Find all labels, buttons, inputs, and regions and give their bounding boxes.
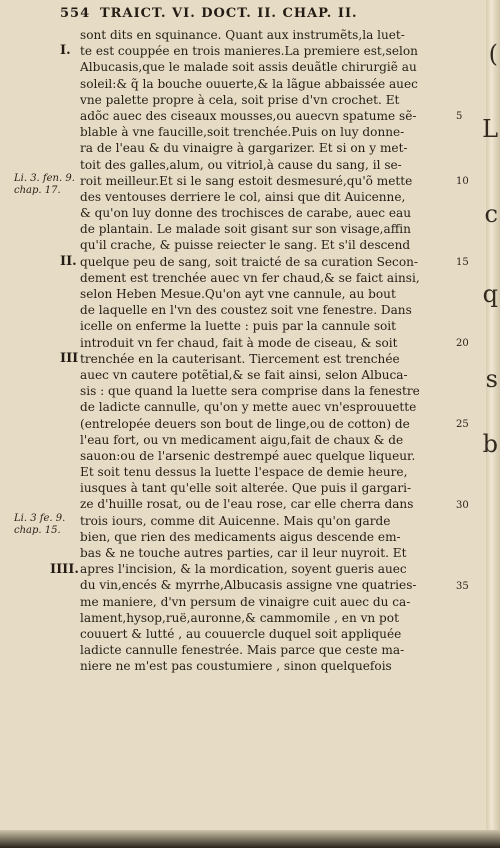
neighbor-letter: q <box>482 280 498 308</box>
text-line: sis : que quand la luette sera comprise dans la fenestre <box>80 384 420 399</box>
side-note-line: Li. 3. fen. 9. <box>14 172 75 184</box>
section-marker: III <box>60 351 79 366</box>
neighbor-letter: s <box>485 365 498 393</box>
text-line: bien, que rien des medicaments aigus descende em- <box>80 529 401 544</box>
text-line: du vin,encés & myrrhe,Albucasis assigne vne quatries- <box>80 578 417 593</box>
text-line: Albucasis,que le malade soit assis deuãtle chirurgiẽ au <box>80 60 417 75</box>
line-number: 10 <box>456 175 469 187</box>
text-line: adõc auec des ciseaux mousses,ou auecvn spatume sẽ- <box>80 108 417 123</box>
text-line: apres l'incision, & la mordication, soyent gueris auec <box>80 562 407 577</box>
text-line: trenchée en la cauterisant. Tiercement est trenchée <box>80 351 400 366</box>
page-number: 554 <box>60 5 91 21</box>
page-header <box>60 3 460 23</box>
text-line: couuert & lutté , au couuercle duquel soit appliquée <box>80 626 402 641</box>
text-line: ra de l'eau & du vinaigre à gargarizer. Et si on y met- <box>80 141 408 156</box>
side-note <box>14 173 75 197</box>
text-line: Et soit tenu dessus la luette l'espace de demie heure, <box>80 465 408 480</box>
text-line: & qu'on luy donne des trochisces de carabe, auec eau <box>80 206 412 221</box>
text-line: auec vn cautere potẽtial,& se fait ainsi, selon Albuca- <box>80 367 408 382</box>
neighbor-letter: c <box>484 200 498 228</box>
text-line: roit meilleur.Et si le sang estoit desmesuré,qu'õ mette <box>80 173 413 188</box>
text-line: trois iours, comme dit Auicenne. Mais qu'on garde <box>80 513 391 528</box>
text-line: de ladicte cannulle, qu'on y mette auec vn'esprouuette <box>80 400 417 415</box>
section-marker: I. <box>60 43 71 59</box>
text-line: bas & ne touche autres parties, car il leur nuyroit. Et <box>80 546 407 560</box>
neighbor-letter: L <box>482 115 498 143</box>
text-line: selon Heben Mesue.Qu'on ayt vne cannule, au bout <box>80 287 396 301</box>
side-note-line: Li. 3 fe. 9. <box>14 513 66 524</box>
text-line: lament,hysop,ruë,auronne,& cammomile , en vn pot <box>80 610 399 625</box>
line-number: 35 <box>456 580 469 592</box>
running-title: TRAICT. VI. DOCT. II. CHAP. II. <box>100 5 358 21</box>
text-line: l'eau fort, ou vn medicament aigu,fait de chaux & de <box>80 432 404 447</box>
line-number: 30 <box>456 499 469 511</box>
neighbor-letter: ( <box>488 40 498 68</box>
text-line: dement est trenchée auec vn fer chaud,& se faict ainsi, <box>80 270 420 285</box>
text-line: de plantain. Le malade soit gisant sur son visage,affin <box>80 222 411 237</box>
text-line: blable à vne faucille,soit trenchée.Puis on luy donne- <box>80 125 405 140</box>
line-number: 15 <box>456 256 469 268</box>
text-line: ze d'huille rosat, ou de l'eau rose, car elle cherra dans <box>80 497 414 512</box>
text-line: qu'il crache, & puisse reiecter le sang. Et s'il descend <box>80 238 411 253</box>
text-line: (entrelopée deuers son bout de linge,ou de cotton) de <box>80 416 410 431</box>
line-number: 20 <box>456 337 469 349</box>
text-line: vne palette propre à cela, soit prise d'vn crochet. Et <box>80 92 400 107</box>
text-line: des ventouses derriere le col, ainsi que dit Auicenne, <box>80 189 406 204</box>
neighbor-letter: b <box>482 430 498 458</box>
text-line: sauon:ou de l'arsenic destrempé auec quelque liqueur. <box>80 448 416 463</box>
text-line: de laquelle en l'vn des coustez soit vne fenestre. Dans <box>80 303 412 318</box>
side-note <box>14 513 65 537</box>
line-number: 25 <box>456 418 469 430</box>
text-line: me maniere, d'vn persum de vinaigre cuit auec du ca- <box>80 594 411 609</box>
section-marker: IIII. <box>50 561 79 577</box>
bottom-shadow <box>0 830 500 848</box>
text-line: ladicte cannulle fenestrée. Mais parce que ceste ma- <box>80 643 405 658</box>
text-line: icelle on enferme la luette : puis par la cannule soit <box>80 319 397 334</box>
side-note-line: chap. 17. <box>14 184 61 196</box>
section-marker: II. <box>60 253 77 269</box>
text-line: toit des galles,alum, ou vitriol,à cause du sang, il se- <box>80 157 402 172</box>
text-line: niere ne m'est pas coustumiere , sinon quelquefois <box>80 659 392 674</box>
text-line: quelque peu de sang, soit traicté de sa curation Secon- <box>80 254 418 269</box>
text-line: introduit vn fer chaud, fait à mode de ciseau, & soit <box>80 335 398 350</box>
text-line: sont dits en squinance. Quant aux instrumẽts,la luet- <box>80 28 405 42</box>
line-number: 5 <box>456 111 463 122</box>
side-note-line: chap. 15. <box>14 525 61 536</box>
text-line: soleil:& q̃ la bouche ouuerte,& la lãgue abbaissée auec <box>80 76 418 91</box>
text-line: iusques à tant qu'elle soit alterée. Que puis il gargari- <box>80 481 412 496</box>
text-line: te est couppée en trois manieres.La premiere est,selon <box>80 44 418 59</box>
